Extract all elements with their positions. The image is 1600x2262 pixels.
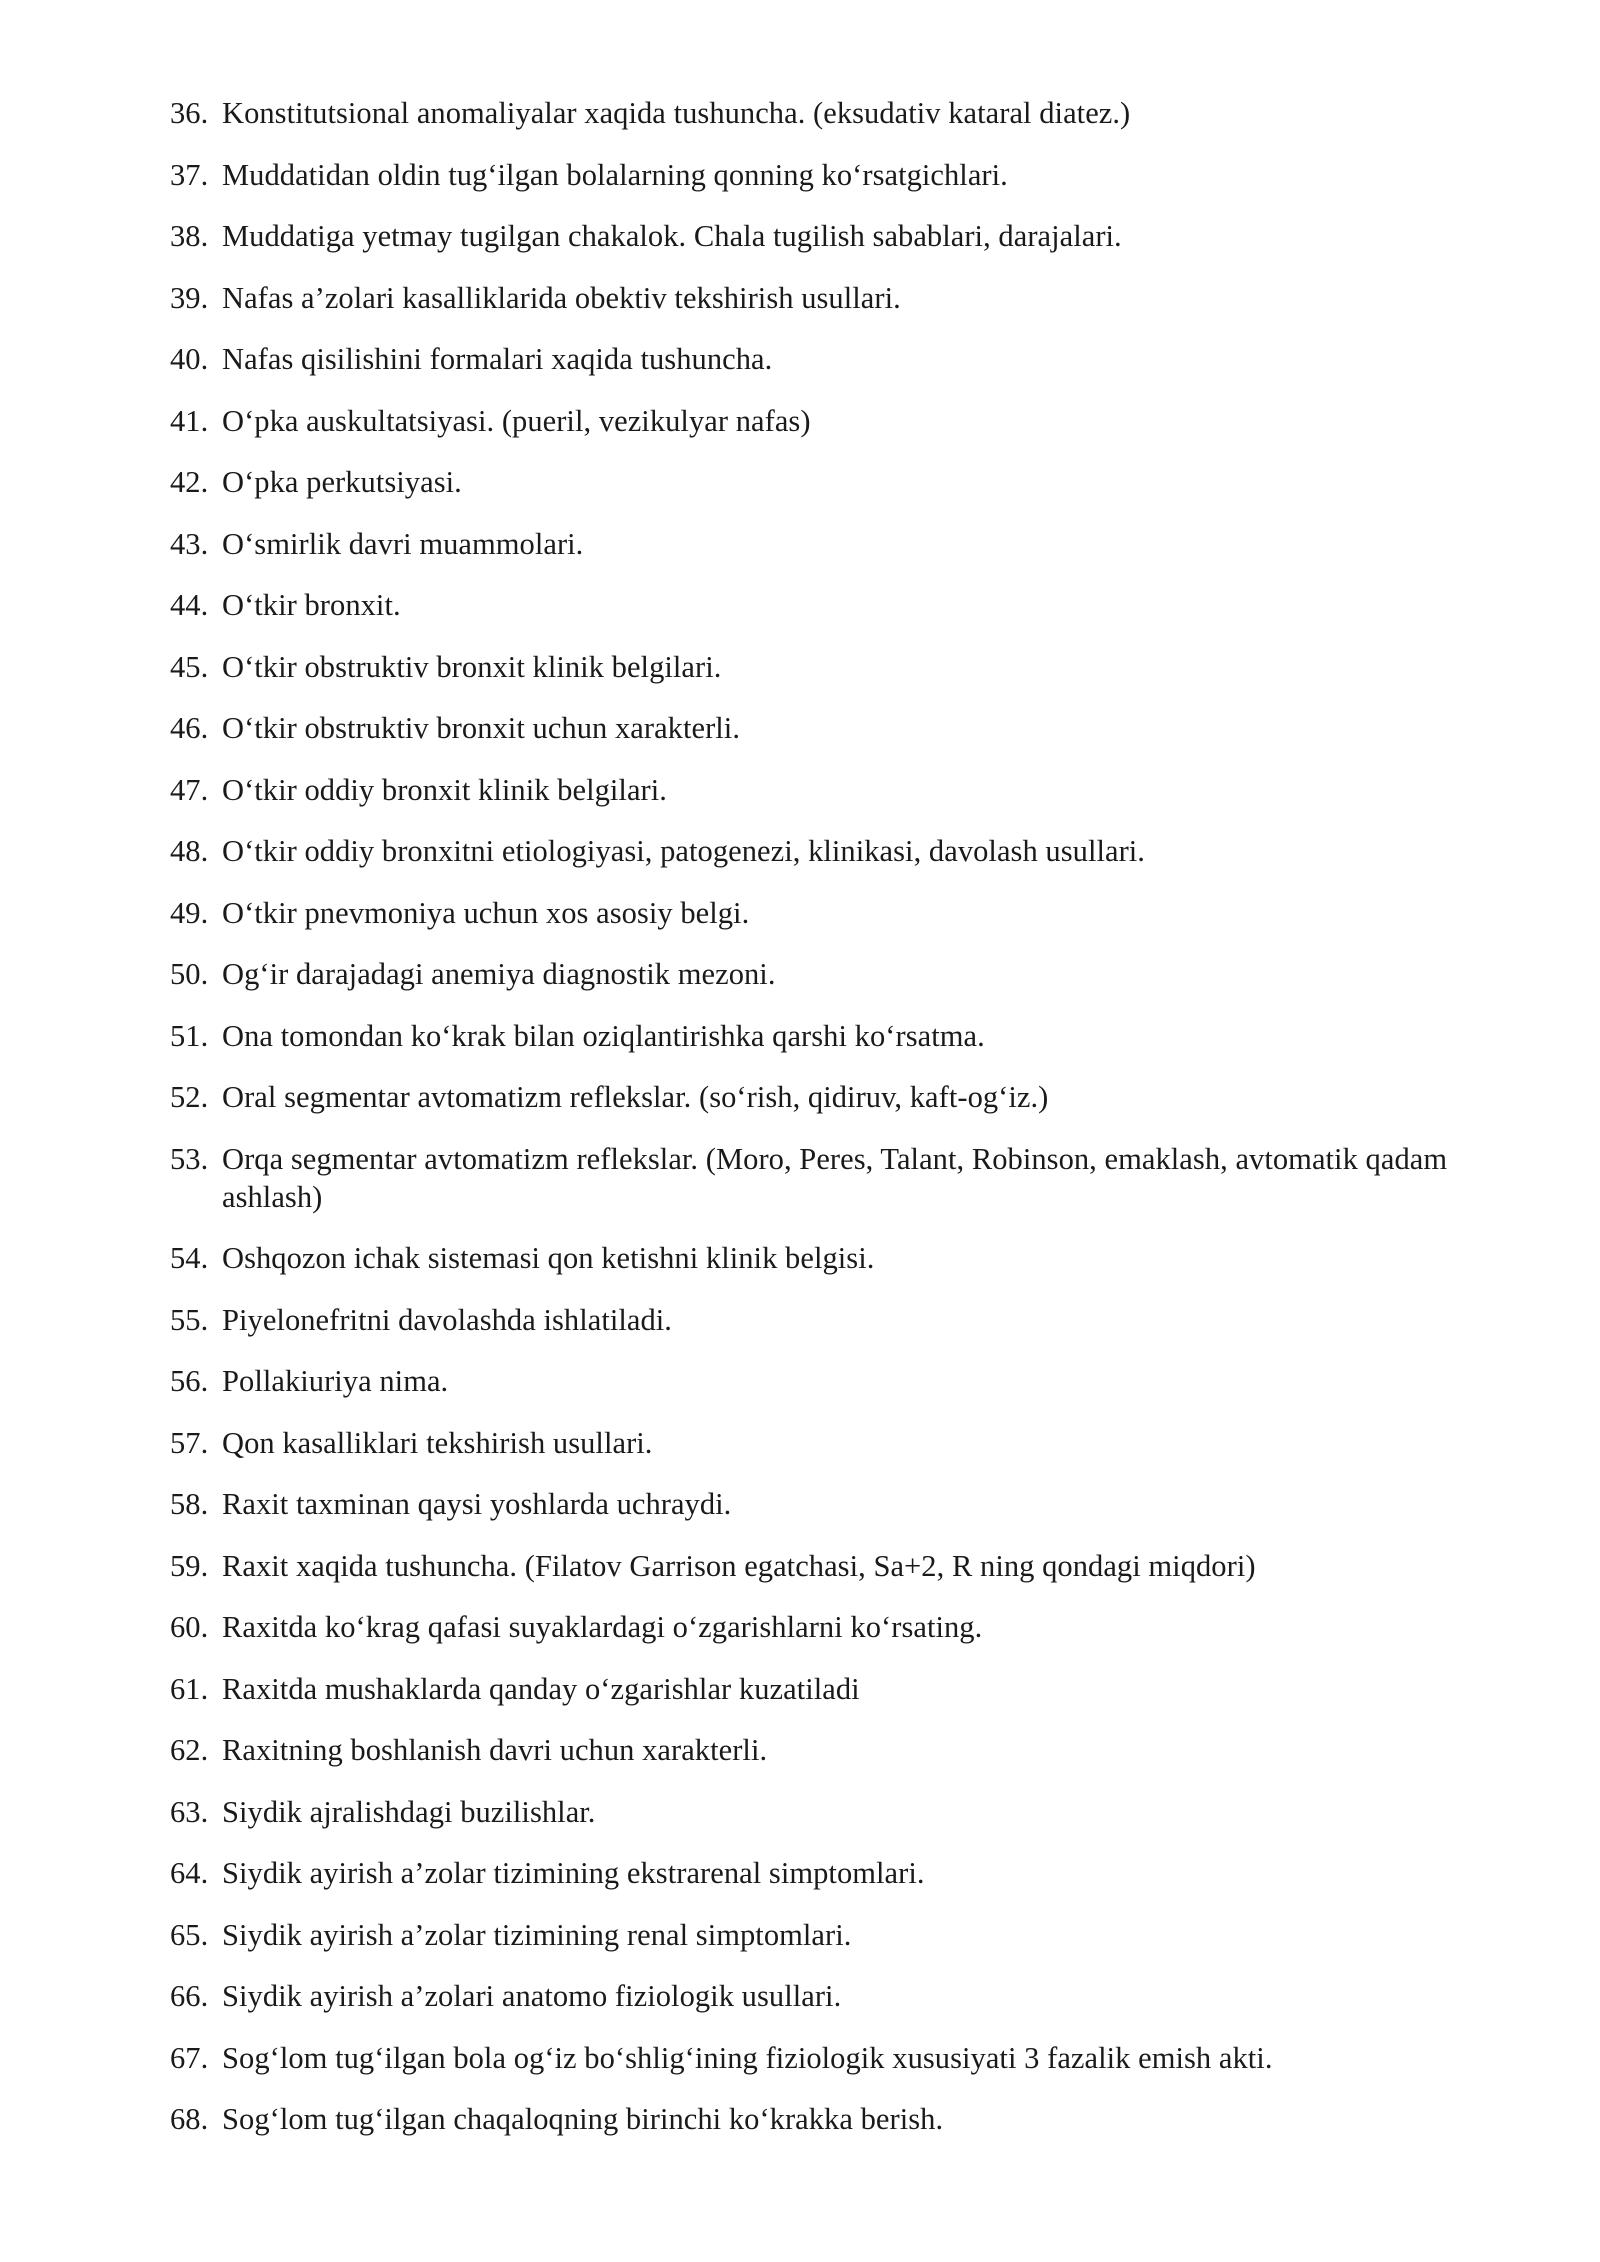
- item-text: Raxitda mushaklarda qanday o‘zgarishlar kuzatiladi: [222, 1671, 860, 1706]
- item-text: Oshqozon ichak sistemasi qon ketishni klinik belgisi.: [222, 1241, 875, 1275]
- list-item: [170, 1301, 1450, 1339]
- list-item: [170, 894, 1450, 932]
- item-text: Sog‘lom tug‘ilgan chaqaloqning birinchi ko‘krakka berish.: [222, 2102, 944, 2136]
- item-text: Siydik ayirish a’zolari anatomo fiziologik usullari.: [222, 1979, 842, 2013]
- list-item: [170, 1793, 1450, 1831]
- item-text: Pollakiuriya nima.: [222, 1364, 449, 1398]
- item-text: Konstitutsional anomaliyalar xaqida tushuncha. (eksudativ kataral diatez.): [222, 96, 1131, 130]
- item-text: O‘tkir pnevmoniya uchun xos asosiy belgi.: [222, 895, 750, 930]
- list-item: [170, 955, 1450, 993]
- list-item: [170, 463, 1450, 501]
- item-text: Oral segmentar avtomatizm reflekslar. (so‘rish, qidiruv, kaft-og‘iz.): [222, 1080, 1049, 1114]
- item-text: O‘tkir obstruktiv bronxit uchun xarakterli.: [222, 711, 740, 745]
- list-item: [170, 1362, 1450, 1400]
- item-number: 41.: [170, 403, 209, 438]
- list-item: [170, 648, 1450, 686]
- list-item: [170, 1731, 1450, 1769]
- list-item: [170, 340, 1450, 378]
- item-text: Raxit xaqida tushuncha. (Filatov Garrison egatchasi, Sa+2, R ning qondagi miqdori): [222, 1548, 1256, 1583]
- item-text: O‘smirlik davri muammolari.: [222, 526, 584, 561]
- item-number: 45.: [170, 649, 209, 684]
- item-number: 50.: [170, 957, 209, 991]
- item-text: Muddatidan oldin tug‘ilgan bolalarning qonning ko‘rsatgichlari.: [222, 157, 1008, 192]
- item-number: 58.: [170, 1487, 209, 1521]
- item-number: 36.: [170, 96, 209, 130]
- item-text: Raxitning boshlanish davri uchun xarakterli.: [222, 1733, 768, 1767]
- item-number: 49.: [170, 895, 209, 930]
- item-number: 39.: [170, 280, 209, 315]
- item-number: 52.: [170, 1080, 209, 1114]
- list-item: [170, 1424, 1450, 1462]
- item-text: Sog‘lom tug‘ilgan bola og‘iz bo‘shlig‘ining fiziologik xususiyati 3 fazalik emish akti.: [222, 2040, 1273, 2075]
- list-item: [170, 1608, 1450, 1646]
- item-text: Ona tomondan ko‘krak bilan oziqlantirishka qarshi ko‘rsatma.: [222, 1018, 985, 1053]
- list-item: [170, 2100, 1450, 2138]
- item-number: 60.: [170, 1610, 209, 1644]
- item-number: 55.: [170, 1302, 209, 1337]
- item-number: 62.: [170, 1733, 209, 1767]
- item-number: 40.: [170, 342, 209, 376]
- item-number: 66.: [170, 1979, 209, 2013]
- item-number: 63.: [170, 1794, 209, 1829]
- item-text: O‘tkir obstruktiv bronxit klinik belgilari.: [222, 649, 722, 684]
- item-number: 59.: [170, 1548, 209, 1583]
- list-item: [170, 771, 1450, 809]
- list-item: [170, 525, 1450, 563]
- list-item: [170, 1140, 1450, 1216]
- list-item: [170, 1239, 1450, 1277]
- item-number: 61.: [170, 1671, 209, 1706]
- item-text: Raxitda ko‘krag qafasi suyaklardagi o‘zgarishlarni ko‘rsating.: [222, 1610, 983, 1644]
- list-item: [170, 94, 1450, 132]
- item-text: Siydik ayirish a’zolar tizimining renal simptomlari.: [222, 1917, 852, 1952]
- list-item: [170, 1670, 1450, 1708]
- item-text: O‘tkir oddiy bronxitni etiologiyasi, patogenezi, klinikasi, davolash usullari.: [222, 834, 1145, 868]
- item-text: Orqa segmentar avtomatizm reflekslar. (Moro, Peres, Talant, Robinson, emaklash, avtomatik qadam ashlash): [222, 1141, 1448, 1214]
- item-number: 68.: [170, 2102, 209, 2136]
- item-number: 46.: [170, 711, 209, 745]
- item-number: 47.: [170, 772, 209, 807]
- item-number: 56.: [170, 1364, 209, 1398]
- list-item: [170, 1854, 1450, 1892]
- item-number: 44.: [170, 588, 209, 622]
- list-item: [170, 1977, 1450, 2015]
- list-item: [170, 279, 1450, 317]
- item-number: 42.: [170, 465, 209, 499]
- item-text: O‘tkir bronxit.: [222, 588, 401, 622]
- item-text: Siydik ajralishdagi buzilishlar.: [222, 1794, 596, 1829]
- item-number: 64.: [170, 1856, 209, 1890]
- item-text: Piyelonefritni davolashda ishlatiladi.: [222, 1302, 672, 1337]
- item-number: 48.: [170, 834, 209, 868]
- list-item: [170, 1916, 1450, 1954]
- item-number: 67.: [170, 2040, 209, 2075]
- list-item: [170, 832, 1450, 870]
- item-number: 37.: [170, 157, 209, 192]
- item-number: 65.: [170, 1917, 209, 1952]
- item-text: Nafas a’zolari kasalliklarida obektiv tekshirish usullari.: [222, 280, 901, 315]
- item-text: Siydik ayirish a’zolar tizimining ekstrarenal simptomlari.: [222, 1856, 925, 1890]
- item-text: Raxit taxminan qaysi yoshlarda uchraydi.: [222, 1487, 732, 1521]
- item-text: Qon kasalliklari tekshirish usullari.: [222, 1425, 653, 1460]
- list-item: [170, 2039, 1450, 2077]
- list-item: [170, 586, 1450, 624]
- item-number: 57.: [170, 1425, 209, 1460]
- item-number: 43.: [170, 526, 209, 561]
- list-item: [170, 156, 1450, 194]
- item-number: 54.: [170, 1241, 209, 1275]
- item-text: Og‘ir darajadagi anemiya diagnostik mezoni.: [222, 957, 776, 991]
- item-text: O‘tkir oddiy bronxit klinik belgilari.: [222, 772, 667, 807]
- item-text: O‘pka auskultatsiyasi. (pueril, vezikulyar nafas): [222, 403, 811, 438]
- list-item: [170, 1485, 1450, 1523]
- list-item: [170, 1078, 1450, 1116]
- item-number: 53.: [170, 1141, 209, 1176]
- item-number: 38.: [170, 219, 209, 253]
- item-text: O‘pka perkutsiyasi.: [222, 465, 462, 499]
- item-text: Muddatiga yetmay tugilgan chakalok. Chala tugilish sabablari, darajalari.: [222, 219, 1122, 253]
- item-number: 51.: [170, 1018, 209, 1053]
- item-text: Nafas qisilishini formalari xaqida tushuncha.: [222, 342, 773, 376]
- list-item: [170, 1547, 1450, 1585]
- list-item: [170, 1017, 1450, 1055]
- list-item: [170, 709, 1450, 747]
- list-item: [170, 402, 1450, 440]
- question-list: [170, 94, 1450, 2162]
- list-item: [170, 217, 1450, 255]
